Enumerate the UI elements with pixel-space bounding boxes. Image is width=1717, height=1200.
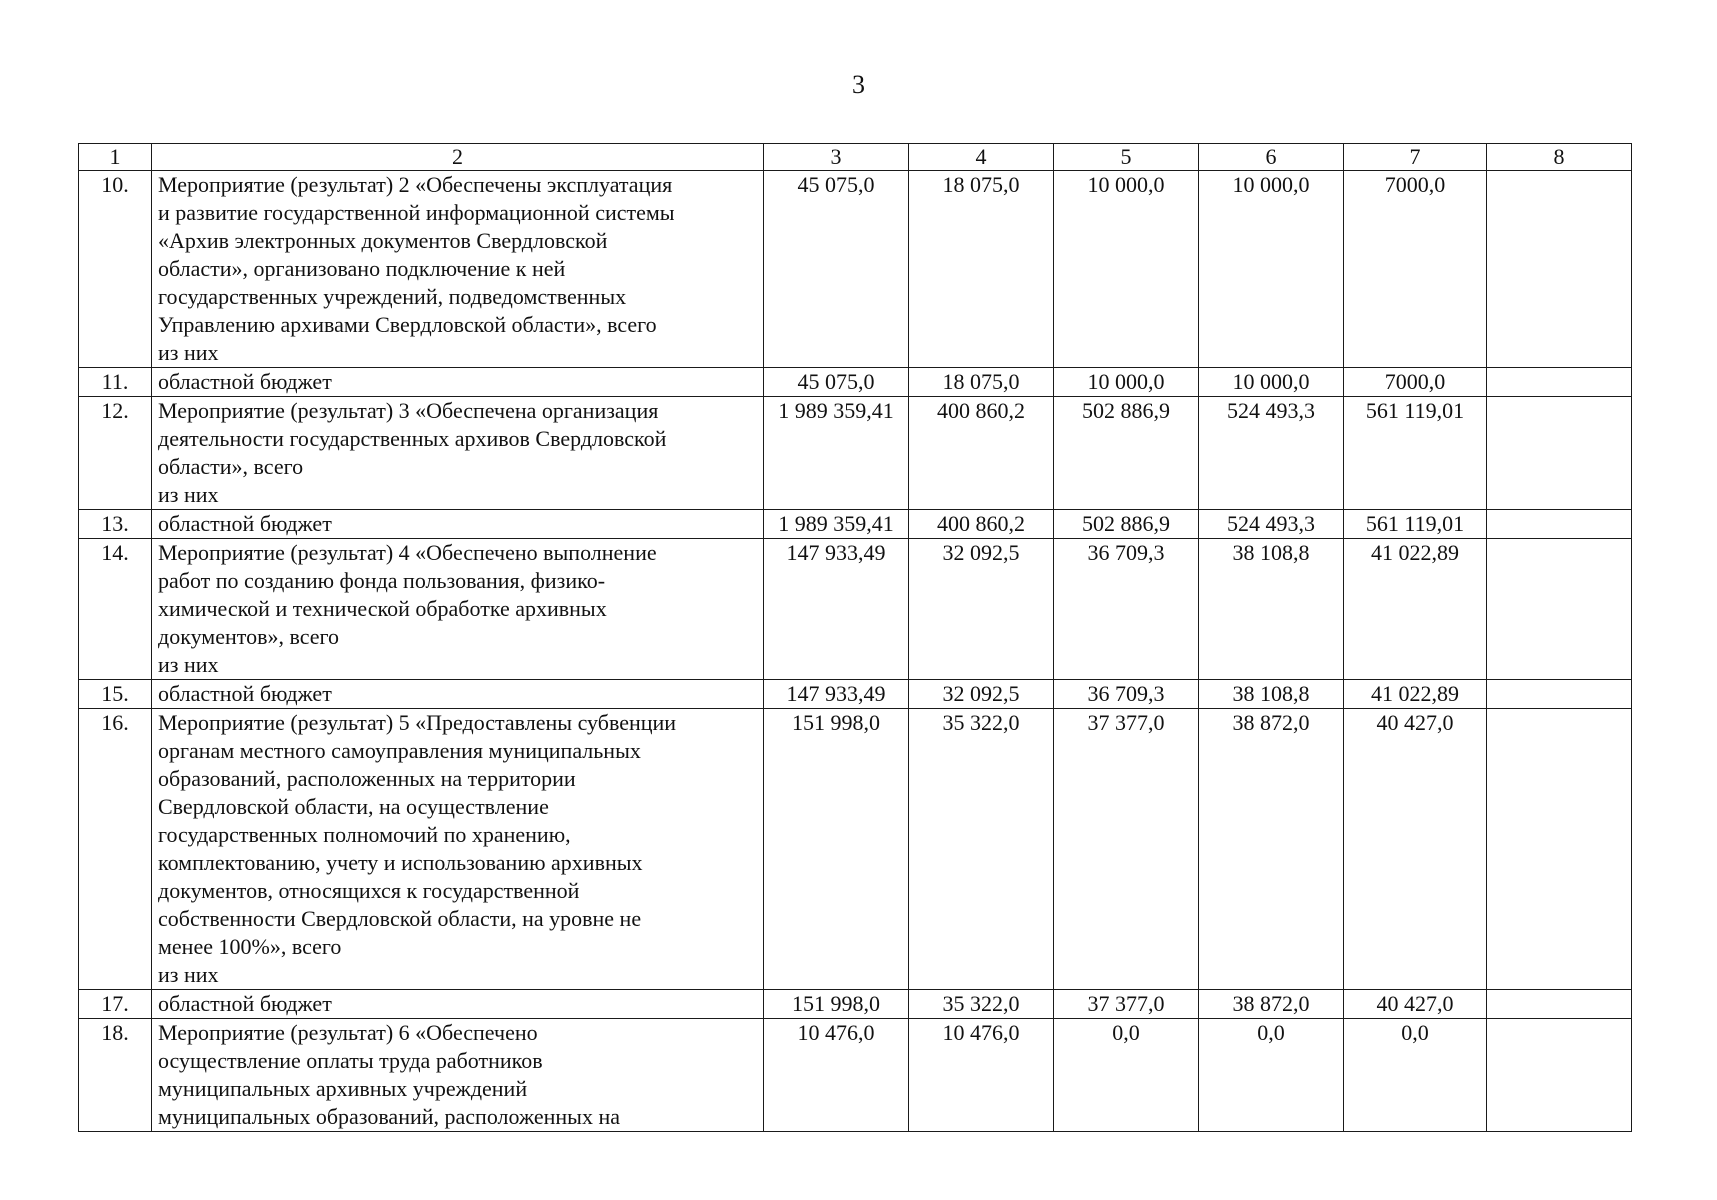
value-col-3: 45 075,0 (764, 368, 909, 397)
row-description (152, 990, 764, 1019)
value-col-5: 0,0 (1054, 1019, 1199, 1132)
value-col-8 (1487, 990, 1632, 1019)
value-col-5: 10 000,0 (1054, 171, 1199, 368)
value-col-4: 32 092,5 (909, 680, 1054, 709)
value-col-7: 0,0 (1344, 1019, 1487, 1132)
value-col-6: 524 493,3 (1199, 510, 1344, 539)
value-col-4: 35 322,0 (909, 990, 1054, 1019)
value-col-5: 10 000,0 (1054, 368, 1199, 397)
value-col-3: 1 989 359,41 (764, 510, 909, 539)
value-col-5: 37 377,0 (1054, 990, 1199, 1019)
value-col-4: 32 092,5 (909, 539, 1054, 680)
row-description (152, 1019, 764, 1132)
row-number: 10. (79, 171, 152, 368)
value-col-6: 524 493,3 (1199, 397, 1344, 510)
value-col-7: 7000,0 (1344, 171, 1487, 368)
value-col-7: 40 427,0 (1344, 709, 1487, 990)
value-col-7: 561 119,01 (1344, 397, 1487, 510)
value-col-6: 10 000,0 (1199, 368, 1344, 397)
value-col-3: 151 998,0 (764, 990, 909, 1019)
value-col-3: 1 989 359,41 (764, 397, 909, 510)
description-text: Мероприятие (результат) 3 «Обеспечена организация деятельности государственных архивов Свердловской области», всего из них (158, 398, 667, 507)
value-col-6: 10 000,0 (1199, 171, 1344, 368)
row-description (152, 680, 764, 709)
budget-table (78, 143, 1632, 1132)
value-col-8 (1487, 368, 1632, 397)
value-col-8 (1487, 510, 1632, 539)
description-text: областной бюджет (158, 511, 332, 536)
table-row (79, 397, 1632, 510)
value-col-5: 36 709,3 (1054, 539, 1199, 680)
value-col-6: 38 872,0 (1199, 709, 1344, 990)
page-number: 3 (852, 70, 865, 99)
value-col-6: 38 108,8 (1199, 680, 1344, 709)
value-col-4: 400 860,2 (909, 397, 1054, 510)
value-col-7: 41 022,89 (1344, 539, 1487, 680)
column-header: 4 (909, 144, 1054, 171)
column-header: 1 (79, 144, 152, 171)
table-row (79, 368, 1632, 397)
column-header: 5 (1054, 144, 1199, 171)
column-header: 7 (1344, 144, 1487, 171)
value-col-7: 41 022,89 (1344, 680, 1487, 709)
description-text: областной бюджет (158, 681, 332, 706)
value-col-5: 37 377,0 (1054, 709, 1199, 990)
row-description (152, 368, 764, 397)
row-number: 17. (79, 990, 152, 1019)
table-row (79, 171, 1632, 368)
value-col-7: 561 119,01 (1344, 510, 1487, 539)
row-description (152, 397, 764, 510)
table-row (79, 539, 1632, 680)
table-row (79, 709, 1632, 990)
value-col-6: 38 872,0 (1199, 990, 1344, 1019)
description-text: Мероприятие (результат) 4 «Обеспечено выполнение работ по созданию фонда пользования, физико- химической и технической обработке архивных документов», всего из них (158, 540, 657, 677)
value-col-6: 0,0 (1199, 1019, 1344, 1132)
value-col-8 (1487, 171, 1632, 368)
table-row (79, 990, 1632, 1019)
description-text: Мероприятие (результат) 5 «Предоставлены субвенции органам местного самоуправления муниципальных образований, расположенных на территории Свердловской области, на осуществление государственных полномочий по хранению, комплектованию, учету и использованию архивных документов, относящихся к государственной собственности Свердловской области, на уровне не менее 100%», всего из них (158, 710, 677, 987)
row-number: 16. (79, 709, 152, 990)
description-text: Мероприятие (результат) 6 «Обеспечено осуществление оплаты труда работников муниципальных архивных учреждений муниципальных образований, расположенных на (158, 1020, 620, 1129)
row-description (152, 709, 764, 990)
value-col-6: 38 108,8 (1199, 539, 1344, 680)
value-col-4: 400 860,2 (909, 510, 1054, 539)
value-col-3: 10 476,0 (764, 1019, 909, 1132)
row-description (152, 510, 764, 539)
value-col-8 (1487, 397, 1632, 510)
value-col-3: 151 998,0 (764, 709, 909, 990)
table-header-row (79, 144, 1632, 171)
column-header: 3 (764, 144, 909, 171)
value-col-5: 502 886,9 (1054, 397, 1199, 510)
value-col-4: 10 476,0 (909, 1019, 1054, 1132)
description-text: Мероприятие (результат) 2 «Обеспечены эксплуатация и развитие государственной информационной системы «Архив электронных документов Свердловской области», организовано подключение к ней государственных учреждений, подведомственных Управлению архивами Свердловской области», всего из них (158, 172, 675, 365)
column-header: 8 (1487, 144, 1632, 171)
row-number: 13. (79, 510, 152, 539)
value-col-8 (1487, 680, 1632, 709)
row-number: 14. (79, 539, 152, 680)
row-description (152, 171, 764, 368)
value-col-8 (1487, 539, 1632, 680)
row-number: 15. (79, 680, 152, 709)
table-row (79, 1019, 1632, 1132)
row-description (152, 539, 764, 680)
value-col-8 (1487, 709, 1632, 990)
value-col-8 (1487, 1019, 1632, 1132)
column-header: 2 (152, 144, 764, 171)
column-header: 6 (1199, 144, 1344, 171)
row-number: 18. (79, 1019, 152, 1132)
value-col-5: 36 709,3 (1054, 680, 1199, 709)
value-col-7: 7000,0 (1344, 368, 1487, 397)
value-col-4: 18 075,0 (909, 171, 1054, 368)
row-number: 12. (79, 397, 152, 510)
description-text: областной бюджет (158, 369, 332, 394)
description-text: областной бюджет (158, 991, 332, 1016)
value-col-4: 18 075,0 (909, 368, 1054, 397)
row-number: 11. (79, 368, 152, 397)
value-col-3: 45 075,0 (764, 171, 909, 368)
value-col-4: 35 322,0 (909, 709, 1054, 990)
table-row (79, 510, 1632, 539)
value-col-3: 147 933,49 (764, 539, 909, 680)
value-col-5: 502 886,9 (1054, 510, 1199, 539)
table-row (79, 680, 1632, 709)
value-col-7: 40 427,0 (1344, 990, 1487, 1019)
value-col-3: 147 933,49 (764, 680, 909, 709)
